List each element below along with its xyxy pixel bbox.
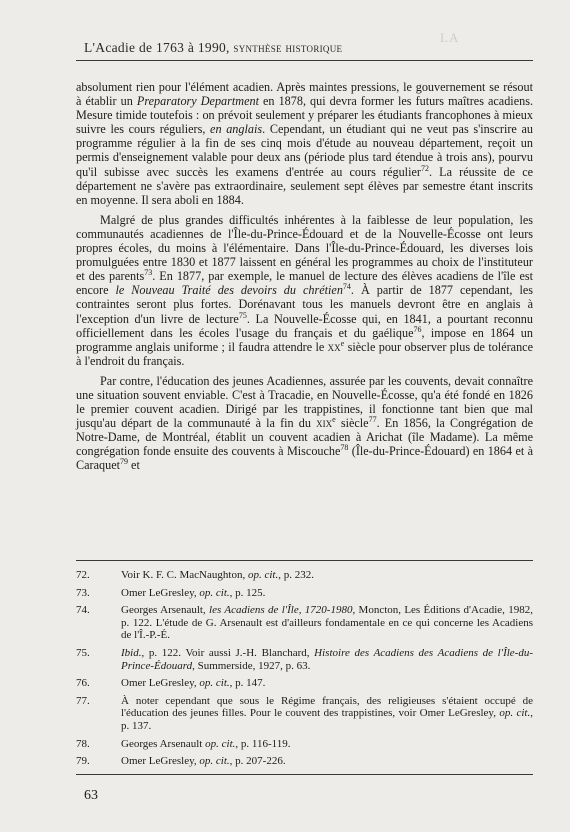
header-rule bbox=[76, 60, 533, 61]
footnote-number: 74. bbox=[76, 604, 90, 617]
footnotes bbox=[76, 569, 533, 773]
century-numeral: xx bbox=[327, 339, 341, 354]
footnote-77 bbox=[76, 695, 533, 733]
italic-run: Preparatory Department bbox=[136, 94, 259, 109]
page-number: 63 bbox=[84, 788, 98, 803]
footnote-text: À noter cependant que sous le Régime français, des religieuses s'étaient occupé de l'éducation des jeunes filles. Pour le couvent des trappistines, voir Omer LeGresley, op. cit., p. 137. bbox=[121, 694, 533, 732]
footnote-ref-73[interactable]: 73 bbox=[144, 268, 153, 278]
italic-run: le Nouveau Traité des devoirs du chrétien bbox=[115, 283, 343, 298]
main-text bbox=[76, 80, 533, 479]
footer-rule bbox=[76, 774, 533, 775]
footnote-76 bbox=[76, 677, 533, 690]
footnote-text: Voir K. F. C. MacNaughton, op. cit., p. 232. bbox=[121, 569, 314, 581]
paragraph-3 bbox=[76, 374, 533, 473]
footnote-text: Omer LeGresley, op. cit., p. 147. bbox=[121, 677, 266, 690]
text-run: Par contre, l'éducation des jeunes Acadiennes, assurée par les couvents, devait connaître une situation souvent enviable. C'est à Tracadie, en Nouvelle-Écosse, qu'a été fondé en 1826 le premier couvent acadien. Dirigé par les trappistines, il fonctionne tant bien que mal jusqu'au départ de la communauté à la fin du bbox=[76, 373, 533, 431]
footnote-text: Ibid., p. 122. Voir aussi J.-H. Blanchard, Histoire des Acadiens des Acadiens de l'Île-du-Prince-Édouard, Summerside, 1927, p. 63. bbox=[121, 646, 534, 672]
footnote-75 bbox=[76, 647, 533, 672]
footnote-number: 72. bbox=[76, 569, 90, 581]
running-header bbox=[84, 40, 504, 56]
italic-run: en anglais bbox=[210, 122, 263, 137]
footnote-rule bbox=[76, 560, 533, 561]
text-run: . La Nouvelle-Écosse qui, en 1841, a pourtant reconnu officiellement dans les écoles l'usage du français et du gaélique bbox=[76, 311, 533, 340]
footnote-number: 76. bbox=[76, 677, 90, 690]
text-run: . La réussite de ce département ne s'avère pas extraordinaire, seulement sept élèves par semestre étant inscrits en moyenne. Il sera aboli en 1884. bbox=[76, 164, 534, 207]
footnote-ref-76[interactable]: 76 bbox=[413, 324, 422, 334]
footnote-78 bbox=[76, 738, 533, 751]
text-run: siècle pour observer plus de tolérance à l'endroit du français. bbox=[76, 339, 533, 368]
text-run: absolument rien pour l'élément acadien. Après maintes pressions, le gouvernement se résout à établir un bbox=[76, 80, 533, 109]
footnote-ref-78[interactable]: 78 bbox=[340, 443, 349, 453]
ordinal-suffix: e bbox=[332, 415, 336, 425]
paragraph-2 bbox=[76, 213, 533, 368]
footnote-74 bbox=[76, 604, 533, 642]
footnote-ref-74[interactable]: 74 bbox=[342, 282, 351, 292]
text-run: . En 1877, par exemple, le manuel de lecture des élèves acadiens de l'île est encore bbox=[76, 269, 533, 298]
paragraph-1 bbox=[76, 80, 533, 207]
footnote-number: 75. bbox=[76, 646, 90, 659]
footnote-72 bbox=[76, 569, 533, 582]
text-run: en 1878, qui devra former les futurs maîtres acadiens. Mesure timide toutefois : on prévoit seulement y préparer les étudiants francophones à mieux suivre les cours réguliers, bbox=[76, 94, 533, 137]
footnote-ref-75[interactable]: 75 bbox=[238, 310, 247, 320]
footnote-number: 79. bbox=[76, 755, 90, 768]
text-run: . À partir de 1877 cependant, les contraintes seront plus fortes. Dorénavant tous les manuels devront être en anglais à l'exception d'un livre de lecture bbox=[76, 283, 533, 326]
footnote-ref-77[interactable]: 77 bbox=[368, 415, 377, 425]
footnote-text: Georges Arsenault, les Acadiens de l'Île, 1720-1980, Moncton, Les Éditions d'Acadie, 1982, p. 122. L'étude de G. Arsenault est d'ailleurs fondamentale en ce qui concerne les Acadiens de l'Î.-P.-É. bbox=[121, 604, 533, 642]
footnote-73 bbox=[76, 587, 533, 600]
footnote-number: 77. bbox=[76, 694, 90, 707]
footnote-number: 73. bbox=[76, 586, 90, 599]
bleed-through-text: LA bbox=[440, 30, 460, 45]
text-run: . En 1856, la Congrégation de Notre-Dame, de Montréal, établit un couvent acadien à Arichat (île Madame). La même congrégation fonde ensuite des couvents à Miscouche bbox=[76, 416, 533, 459]
footnote-text: Georges Arsenault op. cit., p. 116-119. bbox=[121, 737, 291, 750]
footnote-ref-72[interactable]: 72 bbox=[420, 163, 429, 173]
text-run: , impose en 1864 un programme anglais uniforme ; il faudra attendre le bbox=[76, 325, 533, 354]
text-run: et bbox=[128, 458, 140, 473]
header-title: L'Acadie de 1763 à 1990, bbox=[84, 40, 230, 55]
footnote-text: Omer LeGresley, op. cit., p. 125. bbox=[121, 586, 266, 599]
footnote-number: 78. bbox=[76, 737, 90, 750]
ordinal-suffix: e bbox=[340, 338, 345, 348]
text-run: . Cependant, un étudiant qui ne veut pas s'inscrire au programme régulier à la fin de ses cinq mois d'étude au nouveau département, reçoit un permis d'enseignement valable pour deux ans (période plus tard étendue à trois ans), pourvu qu'il subisse avec succès les examens d'entrée au cours régulier bbox=[76, 122, 533, 179]
footnote-79 bbox=[76, 755, 533, 768]
text-run: Malgré de plus grandes difficultés inhérentes à la faiblesse de leur population, les communautés acadiennes de l'Île-du-Prince-Édouard et de la Nouvelle-Écosse ont leurs propres écoles, du moins à l'élémentaire. Dans l'Île-du-Prince-Édouard, les diverses lois promulguées entre 1830 et 1877 laissent en général les programmes au choix de l'instituteur et des parents bbox=[76, 212, 533, 284]
text-run: (Île-du-Prince-Édouard) en 1864 et à Caraquet bbox=[76, 444, 533, 473]
century-numeral: xix bbox=[316, 416, 333, 431]
text-run: siècle bbox=[335, 416, 369, 431]
header-subtitle: synthèse historique bbox=[233, 40, 343, 55]
footnote-ref-79[interactable]: 79 bbox=[120, 457, 128, 467]
footnote-text: Omer LeGresley, op. cit., p. 207-226. bbox=[121, 755, 286, 768]
